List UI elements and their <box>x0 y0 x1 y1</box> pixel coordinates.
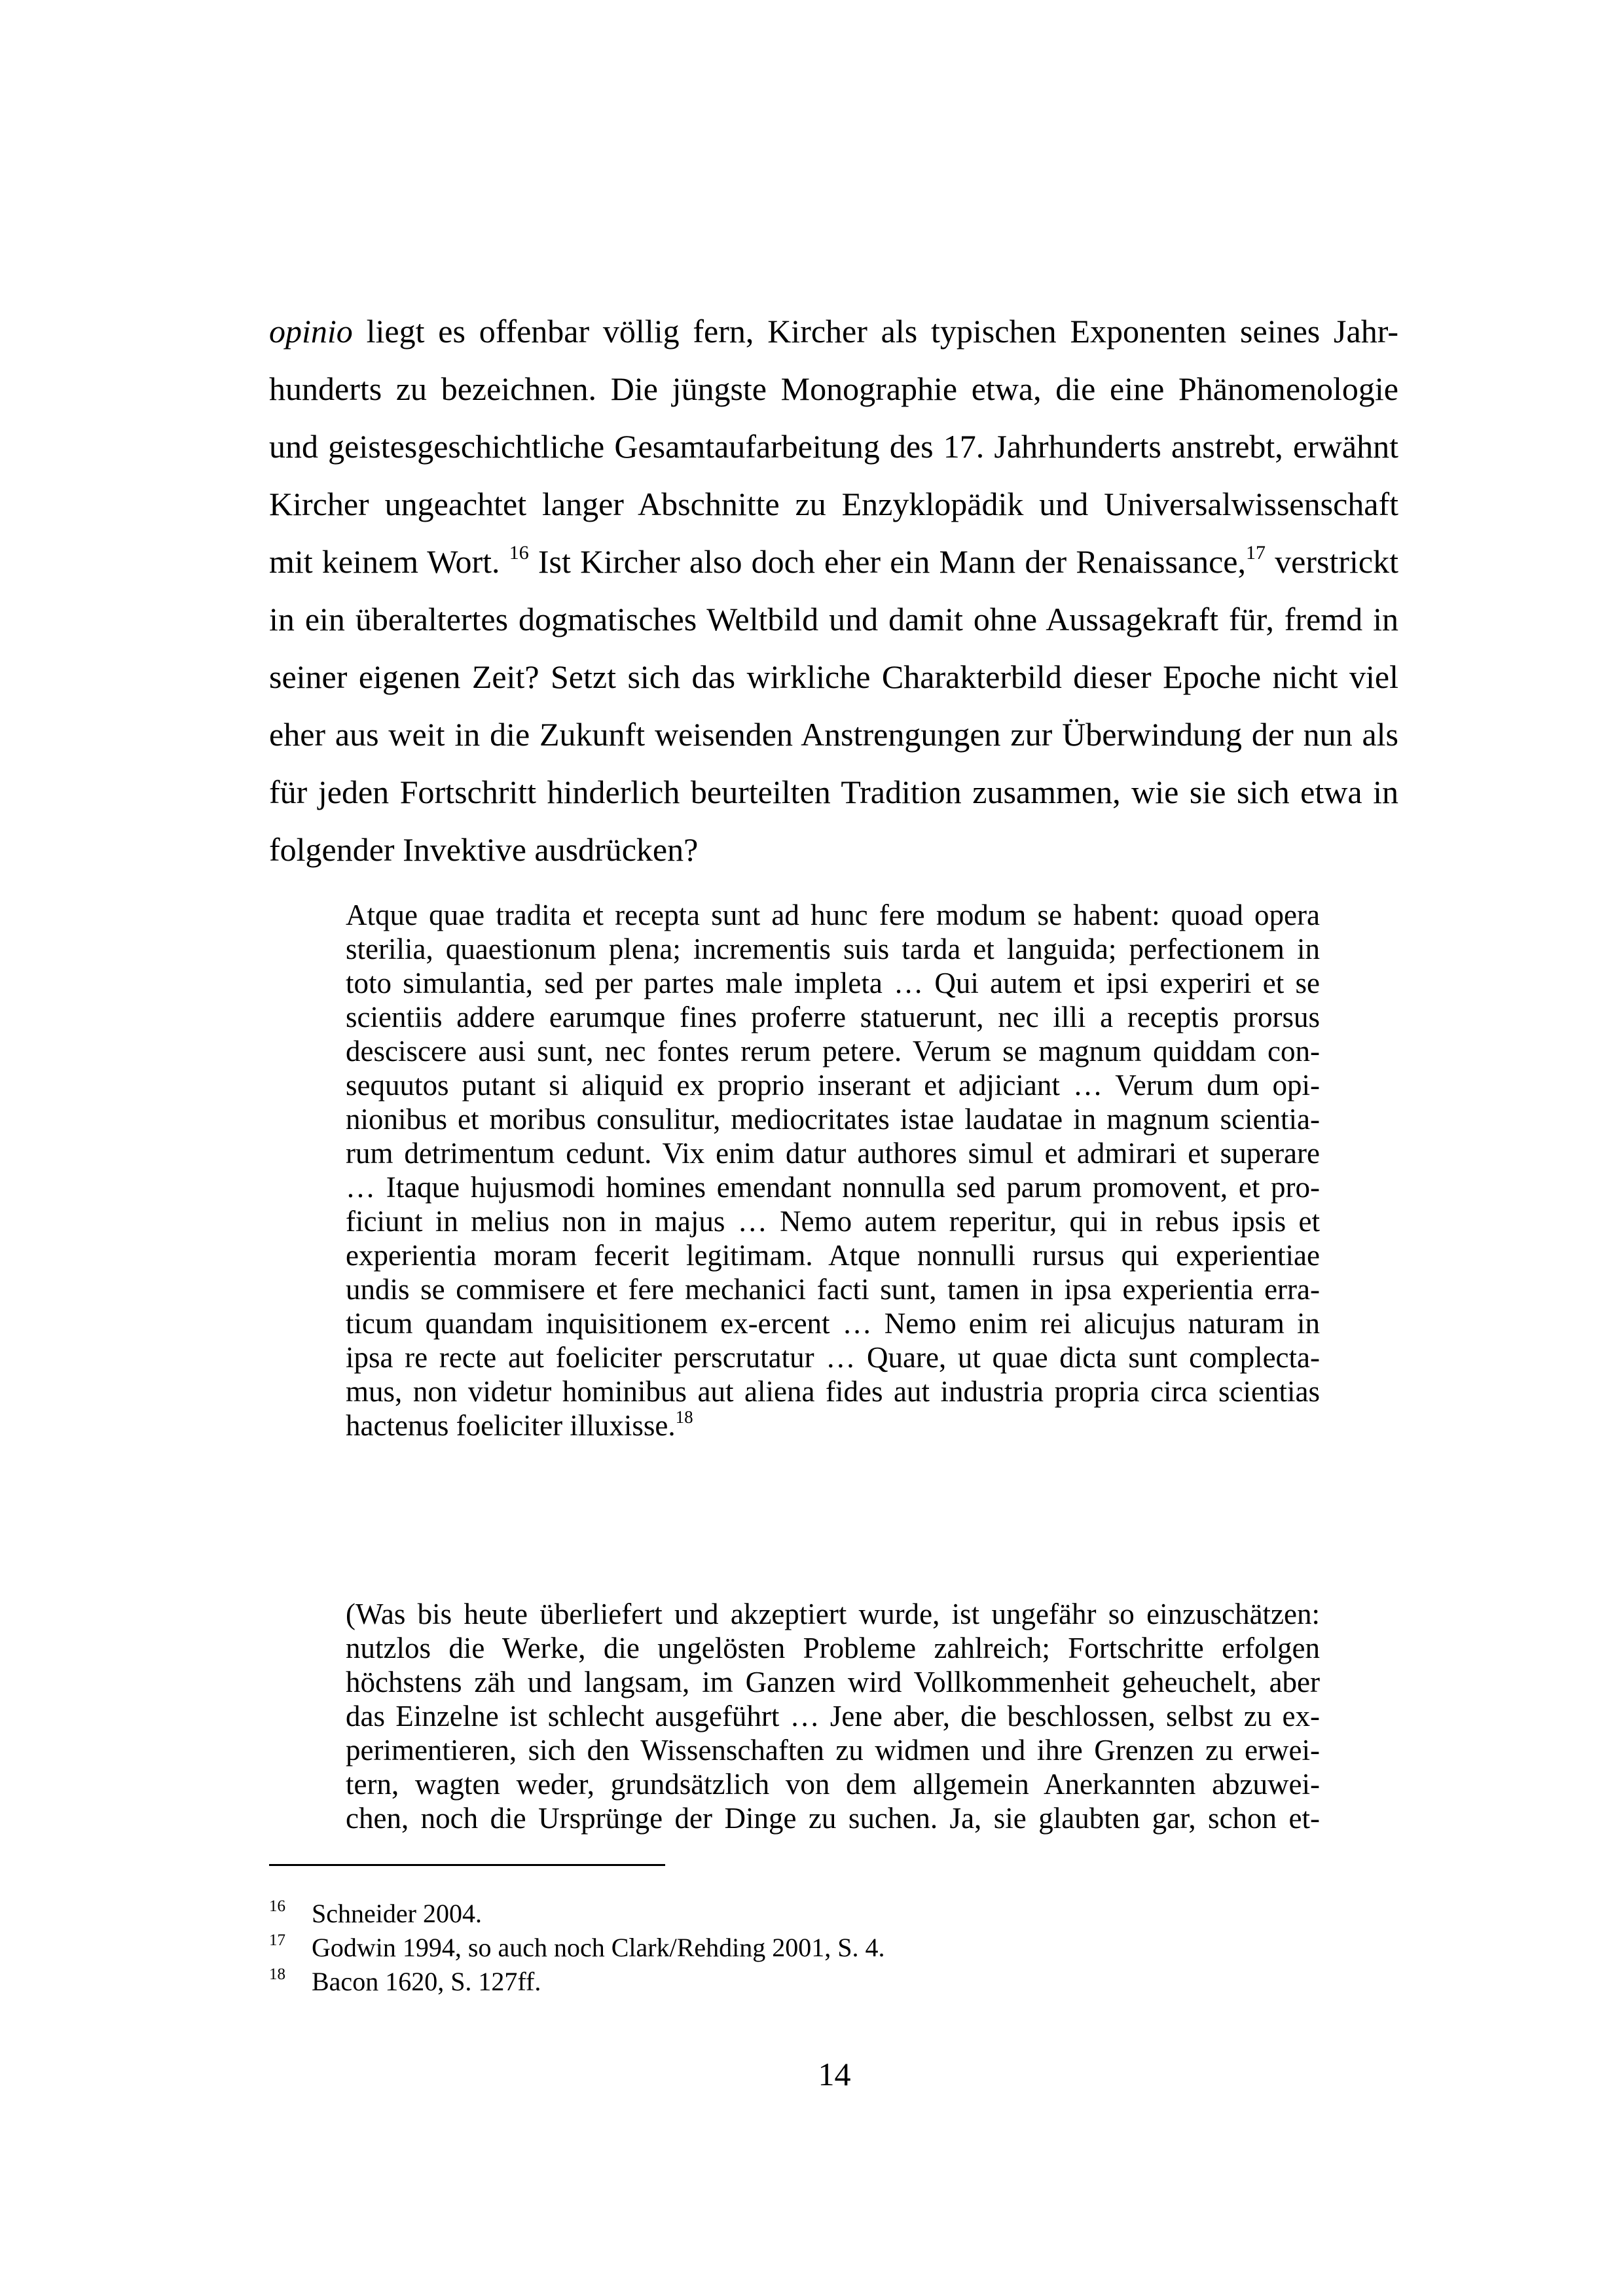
text-line <box>346 1000 1320 1034</box>
text-segment: hactenus foeliciter illuxisse. <box>346 1409 676 1442</box>
text-line <box>269 821 1398 878</box>
footnote-17 <box>269 1931 885 1965</box>
text-line <box>346 1801 1320 1835</box>
text-segment: mit keinem Wort. <box>269 543 509 580</box>
text-line <box>346 1068 1320 1102</box>
text-segment: in ein überaltertes dogmatisches Weltbild und damit ohne Aussagekraft für, fremd in <box>269 601 1398 637</box>
footnote-reference: 16 <box>509 542 529 564</box>
text-segment: desciscere ausi sunt, nec fontes rerum petere. Verum se magnum quiddam con- <box>346 1035 1320 1067</box>
italic-text: opinio <box>269 313 353 350</box>
footnote-text: Bacon 1620, S. 127ff. <box>312 1967 541 1996</box>
text-segment: toto simulantia, sed per partes male impleta … Qui autem et ipsi experiri et se <box>346 967 1320 999</box>
text-line <box>346 932 1320 966</box>
text-segment: eher aus weit in die Zukunft weisenden Anstrengungen zur Überwindung der nun als <box>269 716 1398 753</box>
text-line <box>269 763 1398 821</box>
text-line <box>346 1408 1320 1443</box>
text-segment: rum detrimentum cedunt. Vix enim datur authores simul et admirari et superare <box>346 1137 1320 1170</box>
text-segment: verstrickt <box>1266 543 1398 580</box>
text-line <box>346 898 1320 932</box>
text-line <box>346 1374 1320 1408</box>
text-line <box>346 1665 1320 1699</box>
text-segment: ticum quandam inquisitionem ex-ercent … Nemo enim rei alicujus naturam in <box>346 1307 1320 1340</box>
text-line <box>346 966 1320 1000</box>
text-line <box>269 533 1398 590</box>
text-line <box>346 1306 1320 1340</box>
footnote-18 <box>269 1965 885 1999</box>
text-segment: Atque quae tradita et recepta sunt ad hunc fere modum se habent: quoad opera <box>346 899 1320 931</box>
text-line <box>346 1733 1320 1767</box>
text-segment: seiner eigenen Zeit? Setzt sich das wirkliche Charakterbild dieser Epoche nicht viel <box>269 658 1398 695</box>
text-line <box>269 360 1398 418</box>
footnote-text: Godwin 1994, so auch noch Clark/Rehding 2001, S. 4. <box>312 1933 885 1962</box>
footnote-16 <box>269 1897 885 1931</box>
text-segment: das Einzelne ist schlecht ausgeführt … Jene aber, die beschlossen, selbst zu ex- <box>346 1700 1320 1732</box>
text-segment: und geistesgeschichtliche Gesamtaufarbeitung des 17. Jahrhunderts anstrebt, erwähnt <box>269 428 1398 465</box>
text-segment: nutzlos die Werke, die ungelösten Probleme zahlreich; Fortschritte erfolgen <box>346 1632 1320 1664</box>
footnote-number: 18 <box>269 1965 285 1983</box>
text-line <box>346 1102 1320 1136</box>
page-number: 14 <box>818 2056 851 2092</box>
text-segment: liegt es offenbar völlig fern, Kircher als typischen Exponenten seines Jahr- <box>352 313 1398 350</box>
text-line <box>269 302 1398 360</box>
text-line <box>269 590 1398 648</box>
text-segment: chen, noch die Ursprünge der Dinge zu suchen. Ja, sie glaubten gar, schon et- <box>346 1802 1320 1835</box>
text-segment: tern, wagten weder, grundsätzlich von dem allgemein Anerkannten abzuwei- <box>346 1768 1320 1801</box>
block-quote-latin <box>346 898 1320 1443</box>
text-line <box>346 1170 1320 1204</box>
text-segment: sequutos putant si aliquid ex proprio inserant et adjiciant … Verum dum opi- <box>346 1069 1320 1102</box>
text-line <box>269 418 1398 475</box>
text-line <box>346 1340 1320 1374</box>
body-paragraph <box>269 302 1398 878</box>
text-segment: höchstens zäh und langsam, im Ganzen wird Vollkommenheit geheuchelt, aber <box>346 1666 1320 1698</box>
footnote-reference: 18 <box>675 1407 693 1427</box>
footnote-number: 16 <box>269 1897 285 1915</box>
text-segment: ficiunt in melius non in majus … Nemo autem reperitur, qui in rebus ipsis et <box>346 1205 1320 1238</box>
text-segment: … Itaque hujusmodi homines emendant nonnulla sed parum promovent, et pro- <box>346 1171 1320 1204</box>
text-segment: folgender Invektive ausdrücken? <box>269 831 699 868</box>
text-segment: Kircher ungeachtet langer Abschnitte zu Enzyklopädik und Universalwissenschaft <box>269 486 1398 522</box>
text-line <box>346 1767 1320 1801</box>
text-line <box>346 1204 1320 1238</box>
footnote-text: Schneider 2004. <box>312 1899 482 1928</box>
text-segment: experientia moram fecerit legitimam. Atque nonnulli rursus qui experientiae <box>346 1239 1320 1272</box>
text-segment: hunderts zu bezeichnen. Die jüngste Monographie etwa, die eine Phänomenologie <box>269 370 1398 407</box>
text-line <box>346 1272 1320 1306</box>
text-segment: sterilia, quaestionum plena; incrementis suis tarda et languida; perfectionem in <box>346 933 1320 965</box>
text-segment: nionibus et moribus consulitur, mediocritates istae laudatae in magnum scientia- <box>346 1103 1320 1136</box>
footnote-separator <box>269 1864 665 1866</box>
text-line <box>269 706 1398 763</box>
block-quote-translation <box>346 1597 1320 1835</box>
text-segment: mus, non videtur hominibus aut aliena fides aut industria propria circa scientias <box>346 1375 1320 1408</box>
text-line <box>346 1034 1320 1068</box>
text-line <box>269 475 1398 533</box>
text-segment: ipsa re recte aut foeliciter perscrutatur … Quare, ut quae dicta sunt complecta- <box>346 1341 1320 1374</box>
text-segment: (Was bis heute überliefert und akzeptiert wurde, ist ungefähr so einzuschätzen: <box>346 1598 1320 1630</box>
text-segment: scientiis addere earumque fines proferre statuerunt, nec illi a receptis prorsus <box>346 1001 1320 1033</box>
text-segment: Ist Kircher also doch eher ein Mann der Renaissance, <box>528 543 1246 580</box>
text-line <box>346 1699 1320 1733</box>
footnote-reference: 17 <box>1246 542 1266 564</box>
text-segment: perimentieren, sich den Wissenschaften zu widmen und ihre Grenzen zu erwei- <box>346 1734 1320 1767</box>
footnote-number: 17 <box>269 1931 285 1949</box>
footnotes <box>269 1897 885 1999</box>
text-line <box>346 1238 1320 1272</box>
text-line <box>346 1631 1320 1665</box>
text-segment: für jeden Fortschritt hinderlich beurteilten Tradition zusammen, wie sie sich etwa in <box>269 774 1398 810</box>
text-segment: undis se commisere et fere mechanici facti sunt, tamen in ipsa experientia erra- <box>346 1273 1320 1306</box>
text-line <box>346 1136 1320 1170</box>
text-line <box>269 648 1398 706</box>
text-line <box>346 1597 1320 1631</box>
